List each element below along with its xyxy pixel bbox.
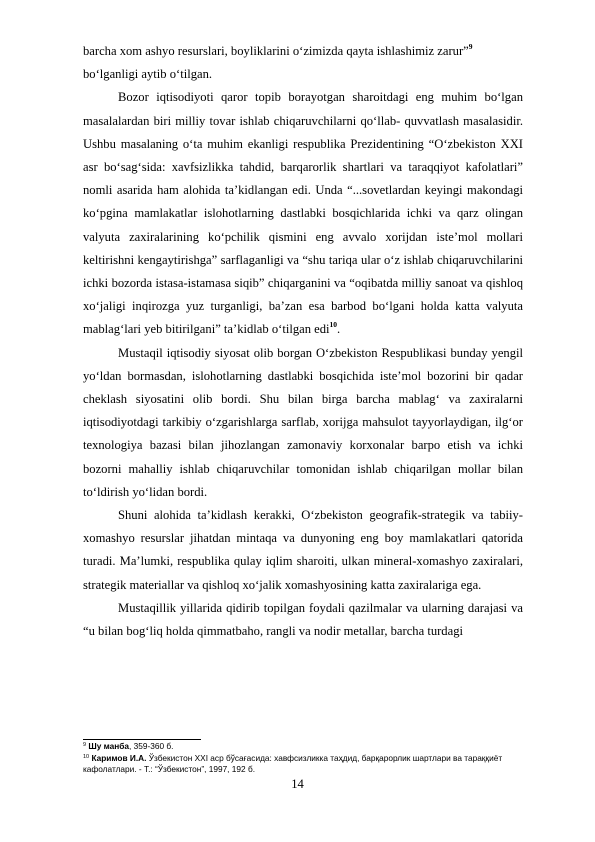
page-body <box>83 40 523 643</box>
footnote-9 <box>83 741 528 753</box>
footnote-ref-10[interactable]: 10 <box>329 320 338 330</box>
footnote-10-author: Каримов И.А. <box>91 752 147 763</box>
paragraph-3: Mustaqil iqtisodiy siyosat olib borgan O‘zbekiston Respublikasi bunday yengil yo‘ldan bormasdan, islohotlarning dastlabki bosqichida isteʼmol bozorini bir qadar cheklash siyosatini olib bordi. Shu bilan birga barcha mablag‘ va zaxiralarni iqtisodiyotdagi tarkibiy o‘zgarishlarga sarflab, xorijga mahsulot tayyorlaydigan, ilg‘or texnologiya bazasi bilan jihozlangan zamonaviy korxonalar barpo etish va ichki bozorni mahalliy ishlab chiqaruvchilar tomonidan ishlab chiqarilgan mollar bilan to‘ldirish yo‘lidan bordi. <box>83 345 523 499</box>
footnote-9-number: 9 <box>83 742 87 748</box>
footnote-9-text: , 359-360 б. <box>129 741 174 751</box>
paragraph-1 <box>83 40 523 86</box>
footnote-9-source: Шу манба <box>88 741 130 751</box>
footnote-10-text: Ўзбекистон XXI аср бўсағасида: хавфсизликка таҳдид, барқарорлик шартлари ва тараққиёт кафолатлари. - Т.: “Ўзбекистон”, 1997, 192 б. <box>83 752 503 775</box>
paragraph-2-end: . <box>337 322 341 337</box>
footnote-10-number: 10 <box>83 753 90 760</box>
paragraph-1-text: barcha xom ashyo resurslari, boyliklarini o‘zimizda qayta ishlashimiz zarur” <box>83 44 469 58</box>
footnote-10 <box>83 753 528 776</box>
footnote-separator <box>83 739 201 740</box>
paragraph-5: Mustaqillik yillarida qidirib topilgan foydali qazilmalar va ularning darajasi va “u bilan bog‘liq holda qimmatbaho, rangli va nodir metallar, barcha turdagi <box>83 600 523 639</box>
paragraph-2-text: Bozor iqtisodiyoti qaror topib borayotgan sharoitdagi eng muhim bo‘lgan masalalardan biri milliy tovar ishlab chiqaruvchilarni qo‘llab- quvvatlash masalasidir. Ushbu masalaning o‘ta muhim ekanligi respublika Prezidentining “O‘zbekiston XXI asr bo‘sag‘sida: xavfsizlikka tahdid, barqarorlik shartlari va taraqqiyot kafolatlari” nomli asarida ham alohida taʼkidlangan edi. Unda “...sovetlardan keyingi makondagi ko‘pgina mamlakatlar islohotlarning dastlabki bosqichlarida ichki va qarz olingan valyuta zaxiralarining ko‘pchilik qismini eng avvalo xorijdan isteʼmol mollari keltirishni kengaytirishga” sarflaganligi va “shu tariqa ular o‘z ishlab chiqaruvchilarini ichki bozorda istasa-istamasa siqib” chiqarganini va “oqibatda milliy sanoat va qishloq xo‘jaligi inqirozga yuz turganligi, baʼzan esa barbod bo‘lgani holda katta valyuta mablag‘lari yeb bitirilgani” taʼkidlab o‘tilgan edi <box>83 90 523 337</box>
paragraph-2 <box>83 86 523 341</box>
paragraph-1-tail: bo‘lganligi aytib o‘tilgan. <box>83 67 213 82</box>
paragraph-4: Shuni alohida taʼkidlash kerakki, O‘zbekiston geografik-strategik va tabiiy-xomashyo resurslar jihatdan mintaqa va dunyoning eng boy mamlakatlari qatorida turadi. Maʼlumki, respublika qulay iqlim sharoiti, ulkan mineral-xomashyo zaxiralari, strategik materiallar va qishloq xo‘jalik xomashyosining katta zaxiralariga ega. <box>83 508 523 592</box>
footnotes <box>83 741 528 776</box>
footnote-ref-9[interactable]: 9 <box>468 42 473 51</box>
page-number: 14 <box>291 777 304 791</box>
